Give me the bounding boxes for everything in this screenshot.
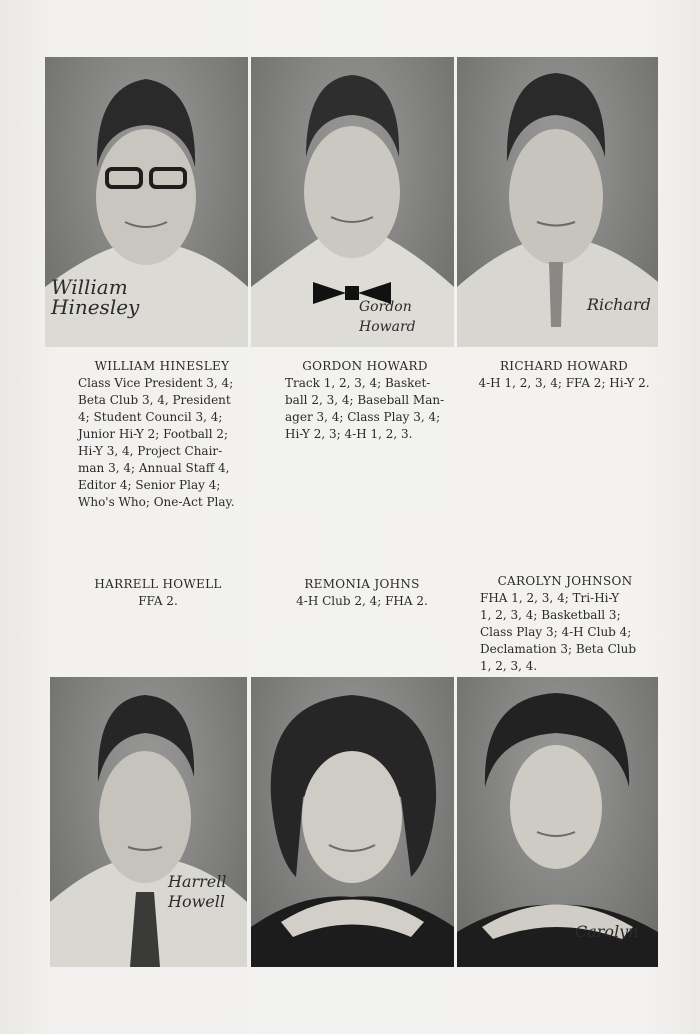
signature-gordon-howard: Gordon Howard [359,299,416,335]
student-name: WILLIAM HINESLEY [94,359,230,373]
student-name: RICHARD HOWARD [499,359,629,373]
student-activities: Track 1, 2, 3, 4; Basket- ball 2, 3, 4; Baseball Man- ager 3, 4; Class Play 3, 4; Hi-Y 2, 3; 4-H 1, 2, 3. [285,376,445,441]
signature-carolyn-johnson: Carolyn [575,922,639,941]
student-activities: Class Vice President 3, 4; Beta Club 3, 4, President 4; Student Council 3, 4; Junior Hi-Y 2; Football 2; Hi-Y 3, 4, Project Chair- man 3, 4; Annual Staff 4, Editor 4; Senior Play 4; Who's Who; One-Act Play. [78,376,235,509]
student-entry-richard-howard [472,358,656,392]
portrait-photo-richard-howard [457,57,658,347]
portrait-photo-harrell-howell [50,677,247,967]
signature-william-hinesley: William Hinesley [51,275,140,319]
student-entry-gordon-howard [285,358,445,443]
signature-harrell-howell: Harrell Howell [168,872,227,911]
portrait-photo-carolyn-johnson [457,677,658,967]
student-activities: 4-H 1, 2, 3, 4; FFA 2; Hi-Y 2. [478,376,650,390]
student-activities: 4-H Club 2, 4; FHA 2. [296,594,428,608]
student-activities: FFA 2. [138,594,178,608]
student-entry-harrell-howell [78,576,238,610]
student-name: CAROLYN JOHNSON [497,574,633,588]
student-entry-carolyn-johnson [480,573,650,675]
student-entry-william-hinesley [78,358,246,511]
student-name: REMONIA JOHNS [304,577,420,591]
portrait-photo-william-hinesley [45,57,248,347]
student-name: HARRELL HOWELL [94,577,222,591]
portrait-photo-gordon-howard [251,57,454,347]
signature-richard-howard: Richard [587,295,651,314]
student-name: GORDON HOWARD [302,359,428,373]
student-activities: FHA 1, 2, 3, 4; Tri-Hi-Y 1, 2, 3, 4; Basketball 3; Class Play 3; 4-H Club 4; Declamation 3; Beta Club 1, 2, 3, 4. [480,591,637,673]
student-entry-remonia-johns [282,576,442,610]
portrait-photo-remonia-johns [251,677,454,967]
